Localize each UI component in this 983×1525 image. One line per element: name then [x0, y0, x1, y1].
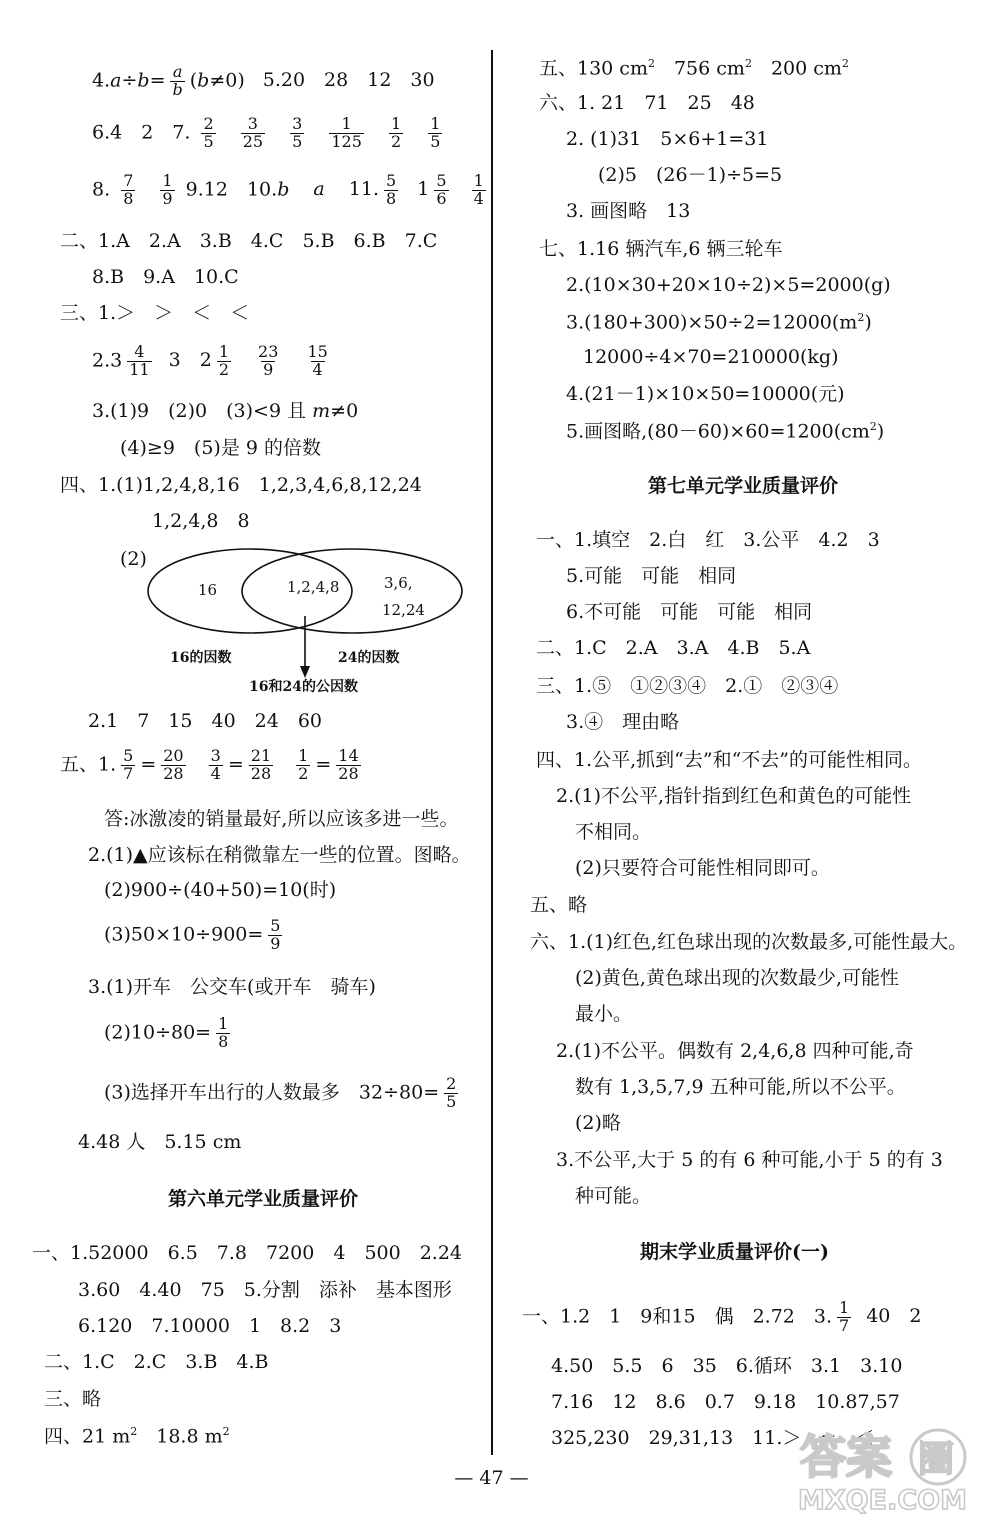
- answer-line: 4.50 5.5 6 35 6.循环 3.1 3.10: [551, 1355, 903, 1377]
- watermark-svg: [788, 1417, 973, 1517]
- answer-line: 325,230 29,31,13 11.＞ = ＜: [551, 1427, 875, 1449]
- answer-line: 七、1.16 辆汽车,6 辆三轮车: [539, 238, 783, 260]
- venn-mid-text: 1,2,4,8: [287, 578, 340, 596]
- answer-line: 五、略: [530, 894, 588, 916]
- answer-line: 5.画图略$,(80-60)\times 60=1200(cm^2)$: [566, 420, 885, 443]
- answer-line: 一、1.52000 6.5 7.8 7200 4 500 2.24: [32, 1242, 463, 1264]
- answer-line: 4.48 人 5.15 cm: [78, 1131, 242, 1153]
- answer-line: 三、略: [44, 1388, 102, 1410]
- answer-line: (2)黄色,黄色球出现的次数最少,可能性: [575, 967, 899, 989]
- venn-label: (2): [120, 548, 147, 570]
- answer-line: 6.4 2 7. $\frac{2}{5}$ $\frac{3}{25}$ $\frac{3}{5}$ $\frac{1}{125}$ $\frac{1}{2}$ $\frac{1}{5}$: [92, 114, 441, 151]
- answer-line: 8. $\frac{7}{8}$ $\frac{1}{9}$ 9.12 10.b a 11. $\frac{5}{8}$ 1 $\frac{5}{6}$ $\frac{1}{4}$: [92, 171, 484, 208]
- answer-line: 2.(10×30+20×10÷2)×5=2000(g): [566, 274, 891, 296]
- answer-line: 四、1.(1)1,2,4,8,16 1,2,3,4,6,8,12,24: [60, 474, 422, 496]
- answer-line: 3.不公平,大于 5 的有 6 种可能,小于 5 的有 3: [556, 1149, 943, 1171]
- answer-line: (2)900÷(40+50)=10(时): [104, 879, 337, 901]
- answer-line: 一、1.2 1 9和15 偶 2.72 3. $\frac{1}{7}$ 40 2: [522, 1298, 922, 1335]
- answer-line: (3)选择开车出行的人数最多 32÷80= $\frac{2}{5}$: [104, 1074, 457, 1111]
- watermark-logo: [788, 1417, 973, 1517]
- answer-line: 2.(1)不公平,指针指到红色和黄色的可能性: [556, 785, 912, 807]
- venn-right-text: 3,6,: [384, 574, 413, 592]
- answer-line: 3.(1)开车 公交车(或开车 骑车): [88, 976, 376, 998]
- svg-text:答案: 答案: [800, 1430, 892, 1484]
- venn-svg: [140, 548, 470, 698]
- venn-caption-bottom: 16和24的公因数: [249, 679, 358, 695]
- section-heading: 第七单元学业质量评价: [648, 475, 839, 497]
- answer-line: (2)略: [575, 1112, 621, 1134]
- venn-caption-right: 24的因数: [338, 650, 400, 666]
- answer-line: 种可能。: [575, 1185, 652, 1207]
- answer-line: 2.(1)▲应该标在稍微靠左一些的位置。图略。: [88, 844, 471, 866]
- answer-line: 3.60 4.40 75 5.分割 添补 基本图形: [78, 1279, 452, 1301]
- answer-line: 二、1.C 2.A 3.A 4.B 5.A: [536, 637, 811, 659]
- answer-line: 4.(21－1)×10×50=10000(元): [566, 383, 845, 405]
- answer-line: 5.可能 可能 相同: [566, 565, 737, 587]
- answer-line: 三、1.＞ ＞ ＜ ＜: [60, 302, 250, 324]
- answer-line: 答:冰激凌的销量最好,所以应该多进一些。: [104, 808, 459, 830]
- answer-line: 3.④ 理由略: [566, 711, 680, 733]
- answer-line: 五、130 $cm^2$ 756 $cm^2$ 200 $cm^2$: [539, 57, 849, 80]
- answer-line: 2. (1)31 5×6+1=31: [566, 128, 769, 150]
- answer-line: 6.不可能 可能 可能 相同: [566, 601, 813, 623]
- answer-line: 五、1. $\frac{5}{7}$ = $\frac{20}{28}$ $\frac{3}{4}$ = $\frac{21}{28}$ $\frac{1}{2}$ = $\frac{14}{28}$: [60, 746, 359, 783]
- answer-line: 一、1.填空 2.白 红 3.公平 4.2 3: [536, 529, 880, 551]
- answer-line: 2.1 7 15 40 24 60: [88, 710, 323, 732]
- svg-text:圈: 圈: [918, 1439, 955, 1480]
- answer-line: 三、1.⑤ ①②③④ 2.① ②③④: [536, 675, 839, 697]
- answer-line: (2)只要符合可能性相同即可。: [575, 857, 830, 879]
- answer-line: 四、1.公平,抓到“去”和“不去”的可能性相同。: [536, 749, 923, 771]
- venn-left-text: 16: [198, 581, 218, 599]
- answer-line: (4)≥9 (5)是 9 的倍数: [120, 437, 322, 459]
- answer-line: 2.3 $\frac{4}{11}$ 3 2 $\frac{1}{2}$ $\frac{23}{9}$ $\frac{15}{4}$: [92, 342, 328, 379]
- page-number: — 47 —: [454, 1467, 529, 1489]
- answer-line: 3. 画图略 13: [566, 200, 691, 222]
- answer-line: 1,2,4,8 8: [152, 510, 250, 532]
- answer-line: (2)10÷80= $\frac{1}{8}$: [104, 1014, 229, 1051]
- section-heading: 期末学业质量评价(一): [640, 1241, 829, 1263]
- answer-line: 四、21 $m^2$ 18.8 $m^2$: [44, 1425, 230, 1448]
- venn-caption-left: 16的因数: [170, 650, 232, 666]
- answer-line: (2)5 (26－1)÷5=5: [598, 164, 783, 186]
- answer-line: 数有 1,3,5,7,9 五种可能,所以不公平。: [575, 1076, 906, 1098]
- section-heading: 第六单元学业质量评价: [168, 1188, 359, 1210]
- svg-text:MXQE.COM: MXQE.COM: [798, 1485, 967, 1516]
- fraction: $\frac{a}{b}$: [172, 62, 183, 99]
- answer-line: 六、1.(1)红色,红色球出现的次数最多,可能性最大。: [530, 931, 968, 953]
- answer-line: 二、1.C 2.C 3.B 4.B: [44, 1351, 269, 1373]
- answer-line: 12000÷4×70=210000(kg): [583, 346, 839, 368]
- answer-line: 2.(1)不公平。偶数有 2,4,6,8 四种可能,奇: [556, 1040, 914, 1062]
- answer-line: 7.16 12 8.6 0.7 9.18 10.87,57: [551, 1391, 900, 1413]
- answer-line: 3.(1)9 (2)0 (3)<9 且 m≠0: [92, 400, 359, 422]
- answer-line: 6.120 7.10000 1 8.2 3: [78, 1315, 342, 1337]
- answer-line: 最小。: [575, 1003, 633, 1025]
- answer-line: $3.(180+300)\times 50\div 2=12000(m^2)$: [566, 311, 872, 334]
- answer-line: (3)50×10÷900= $\frac{5}{9}$: [104, 916, 281, 953]
- arrow-head: [300, 666, 310, 678]
- answer-line: 二、1.A 2.A 3.B 4.C 5.B 6.B 7.C: [60, 230, 438, 252]
- answer-line: 六、1. 21 71 25 48: [539, 92, 755, 114]
- answer-line: 8.B 9.A 10.C: [92, 266, 239, 288]
- venn-right-text: 12,24: [382, 601, 425, 619]
- answer-line: 4.a÷b= $\frac{a}{b}$ (b≠0) 5.20 28 12 30: [92, 62, 435, 99]
- answer-line: 不相同。: [575, 821, 652, 843]
- column-divider: [491, 50, 493, 1455]
